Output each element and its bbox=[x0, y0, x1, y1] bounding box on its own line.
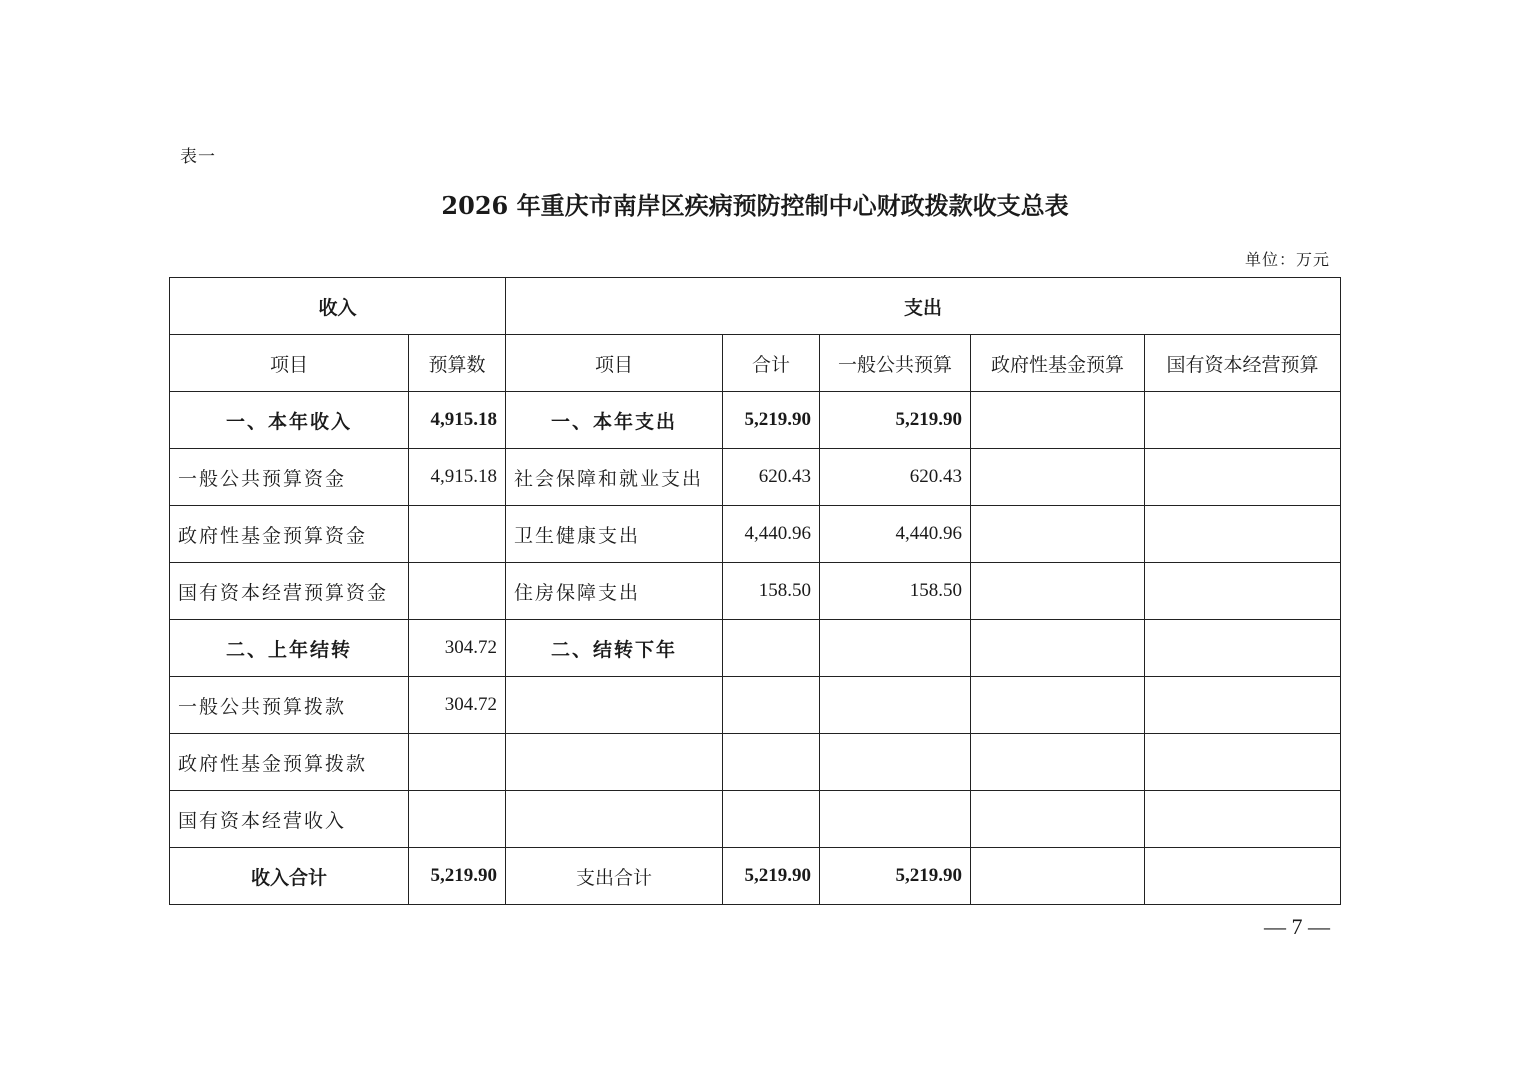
expense-total-label: 支出合计 bbox=[506, 848, 723, 905]
total-header: 合计 bbox=[723, 335, 820, 392]
gov-fund-cell bbox=[971, 620, 1145, 677]
page-number: — 7 — bbox=[1264, 914, 1330, 939]
income-item-cell: 政府性基金预算拨款 bbox=[170, 734, 409, 791]
expense-item-cell: 卫生健康支出 bbox=[506, 506, 723, 563]
total-cell: 4,440.96 bbox=[723, 506, 820, 563]
expense-item-cell: 一、本年支出 bbox=[506, 392, 723, 449]
gov-fund-cell bbox=[971, 563, 1145, 620]
state-capital-cell bbox=[1145, 677, 1341, 734]
income-budget-cell bbox=[409, 563, 506, 620]
gov-fund-cell bbox=[971, 791, 1145, 848]
document-title: 2026 年重庆市南岸区疾病预防控制中心财政拨款收支总表 bbox=[441, 191, 1069, 220]
income-budget-cell bbox=[409, 734, 506, 791]
income-item-cell: 国有资本经营预算资金 bbox=[170, 563, 409, 620]
state-capital-cell bbox=[1145, 449, 1341, 506]
table-row bbox=[170, 791, 1341, 848]
gov-fund-cell bbox=[971, 449, 1145, 506]
income-budget-cell: 4,915.18 bbox=[409, 449, 506, 506]
state-capital-cell bbox=[1145, 734, 1341, 791]
unit-label: 单位：万元 bbox=[1244, 250, 1330, 269]
total-cell: 5,219.90 bbox=[723, 392, 820, 449]
group-header-row bbox=[170, 278, 1341, 335]
total-cell bbox=[723, 791, 820, 848]
general-public-cell: 5,219.90 bbox=[820, 848, 971, 905]
gov-fund-cell bbox=[971, 506, 1145, 563]
gov-fund-header: 政府性基金预算 bbox=[971, 335, 1145, 392]
income-budget-cell bbox=[409, 506, 506, 563]
income-total-value: 5,219.90 bbox=[409, 848, 506, 905]
general-public-cell bbox=[820, 620, 971, 677]
table-row bbox=[170, 734, 1341, 791]
state-capital-cell bbox=[1145, 848, 1341, 905]
gov-fund-cell bbox=[971, 677, 1145, 734]
total-cell: 158.50 bbox=[723, 563, 820, 620]
total-cell bbox=[723, 620, 820, 677]
gov-fund-cell bbox=[971, 734, 1145, 791]
income-item-cell: 一般公共预算拨款 bbox=[170, 677, 409, 734]
income-budget-cell bbox=[409, 791, 506, 848]
income-item-cell: 一、本年收入 bbox=[170, 392, 409, 449]
budget-table bbox=[169, 277, 1341, 905]
expense-item-header: 项目 bbox=[506, 335, 723, 392]
general-public-cell: 4,440.96 bbox=[820, 506, 971, 563]
income-budget-header: 预算数 bbox=[409, 335, 506, 392]
total-cell: 5,219.90 bbox=[723, 848, 820, 905]
expense-item-cell bbox=[506, 734, 723, 791]
income-total-label: 收入合计 bbox=[170, 848, 409, 905]
gov-fund-cell bbox=[971, 392, 1145, 449]
income-budget-cell: 4,915.18 bbox=[409, 392, 506, 449]
state-capital-cell bbox=[1145, 506, 1341, 563]
table-row bbox=[170, 620, 1341, 677]
table-row bbox=[170, 392, 1341, 449]
table-row bbox=[170, 677, 1341, 734]
general-public-cell: 5,219.90 bbox=[820, 392, 971, 449]
state-capital-cell bbox=[1145, 392, 1341, 449]
expense-item-cell: 二、结转下年 bbox=[506, 620, 723, 677]
expense-item-cell: 社会保障和就业支出 bbox=[506, 449, 723, 506]
gov-fund-cell bbox=[971, 848, 1145, 905]
state-capital-cell bbox=[1145, 563, 1341, 620]
total-cell bbox=[723, 677, 820, 734]
table-row bbox=[170, 563, 1341, 620]
general-public-cell: 158.50 bbox=[820, 563, 971, 620]
income-item-cell: 政府性基金预算资金 bbox=[170, 506, 409, 563]
income-item-cell: 二、上年结转 bbox=[170, 620, 409, 677]
income-budget-cell: 304.72 bbox=[409, 677, 506, 734]
expense-item-cell bbox=[506, 677, 723, 734]
table-label: 表一 bbox=[180, 147, 216, 167]
income-budget-cell: 304.72 bbox=[409, 620, 506, 677]
expense-item-cell: 住房保障支出 bbox=[506, 563, 723, 620]
total-cell: 620.43 bbox=[723, 449, 820, 506]
income-group-header: 收入 bbox=[170, 278, 506, 335]
expense-item-cell bbox=[506, 791, 723, 848]
column-header-row bbox=[170, 335, 1341, 392]
general-public-header: 一般公共预算 bbox=[820, 335, 971, 392]
general-public-cell bbox=[820, 791, 971, 848]
totals-row bbox=[170, 848, 1341, 905]
income-item-cell: 国有资本经营收入 bbox=[170, 791, 409, 848]
table-row bbox=[170, 506, 1341, 563]
state-capital-cell bbox=[1145, 791, 1341, 848]
table-row bbox=[170, 449, 1341, 506]
general-public-cell bbox=[820, 677, 971, 734]
expense-group-header: 支出 bbox=[506, 278, 1341, 335]
state-capital-cell bbox=[1145, 620, 1341, 677]
total-cell bbox=[723, 734, 820, 791]
income-item-header: 项目 bbox=[170, 335, 409, 392]
state-capital-header: 国有资本经营预算 bbox=[1145, 335, 1341, 392]
income-item-cell: 一般公共预算资金 bbox=[170, 449, 409, 506]
general-public-cell bbox=[820, 734, 971, 791]
general-public-cell: 620.43 bbox=[820, 449, 971, 506]
